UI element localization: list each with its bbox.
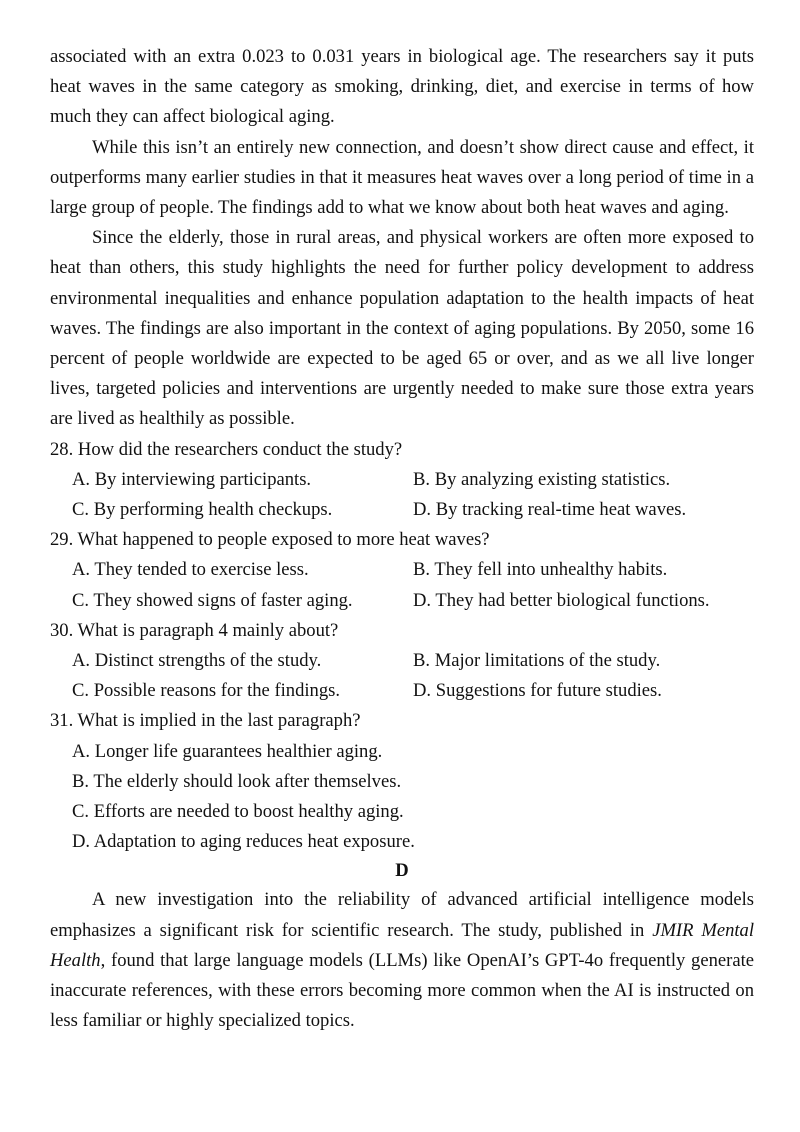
question-29 [50, 525, 754, 616]
passage-paragraph: Since the elderly, those in rural areas, and physical workers are often more exposed to heat than others, this study highlights the need for further policy development to address environmental inequalities and enhance population adaptation to the health impacts of heat waves. The findings are also important in the context of aging populations. By 2050, some 16 percent of people worldwide are expected to be aged 65 or over, and as we all live longer lives, targeted policies and interventions are urgently needed to make sure those extra years are lived as healthily as possible. [50, 227, 754, 430]
options-grid [50, 555, 754, 615]
option-d: D. Adaptation to aging reduces heat exposure. [72, 831, 415, 853]
question-30 [50, 616, 754, 707]
option-a: A. By interviewing participants. [72, 468, 312, 490]
question-31 [50, 706, 754, 857]
option-d: D. Suggestions for future studies. [413, 680, 662, 702]
question-stem: 31. What is implied in the last paragraph? [50, 710, 361, 732]
option-a: A. Longer life guarantees healthier aging. [72, 740, 383, 762]
option-b: B. The elderly should look after themselves. [72, 770, 402, 792]
journal-name: JMIR Mental Health [50, 919, 754, 971]
question-stem: 29. What happened to people exposed to more heat waves? [50, 529, 490, 551]
options-grid [50, 646, 754, 706]
option-c: C. Possible reasons for the findings. [72, 680, 341, 702]
option-a: A. Distinct strengths of the study. [72, 650, 322, 672]
passage-d-text-2: , found that large language models (LLMs) like OpenAI’s GPT-4o frequently generate inaccurate references, with these errors becoming more common when the AI is instructed on less familiar or highly specialized topics. [50, 949, 754, 1032]
option-b: B. They fell into unhealthy habits. [413, 559, 668, 581]
option-c: C. Efforts are needed to boost healthy aging. [72, 801, 404, 823]
option-c: C. By performing health checkups. [72, 499, 333, 521]
option-b: B. Major limitations of the study. [413, 650, 661, 672]
passage-paragraph: associated with an extra 0.023 to 0.031 years in biological age. The researchers say it puts heat waves in the same category as smoking, drinking, diet, and exercise in terms of how much they can affect biological aging. [50, 46, 754, 128]
question-stem: 28. How did the researchers conduct the study? [50, 438, 403, 460]
option-d: D. By tracking real-time heat waves. [413, 499, 687, 521]
options-list [50, 737, 754, 858]
passage-d-paragraph [50, 885, 754, 1036]
passage-paragraph: While this isn’t an entirely new connection, and doesn’t show direct cause and effect, it outperforms many earlier studies in that it measures heat waves over a long period of time in a large group of people. The findings add to what we know about both heat waves and aging. [50, 136, 754, 219]
section-heading: D [395, 860, 409, 882]
question-28 [50, 435, 754, 526]
option-c: C. They showed signs of faster aging. [72, 589, 353, 611]
passage-d-text-1: A new investigation into the reliability of advanced artificial intelligence models emphasizes a significant risk for scientific research. The study, published in [50, 889, 754, 941]
question-stem: 30. What is paragraph 4 mainly about? [50, 619, 339, 641]
option-d: D. They had better biological functions. [413, 589, 710, 611]
options-grid [50, 465, 754, 525]
option-b: B. By analyzing existing statistics. [413, 468, 671, 490]
option-a: A. They tended to exercise less. [72, 559, 309, 581]
